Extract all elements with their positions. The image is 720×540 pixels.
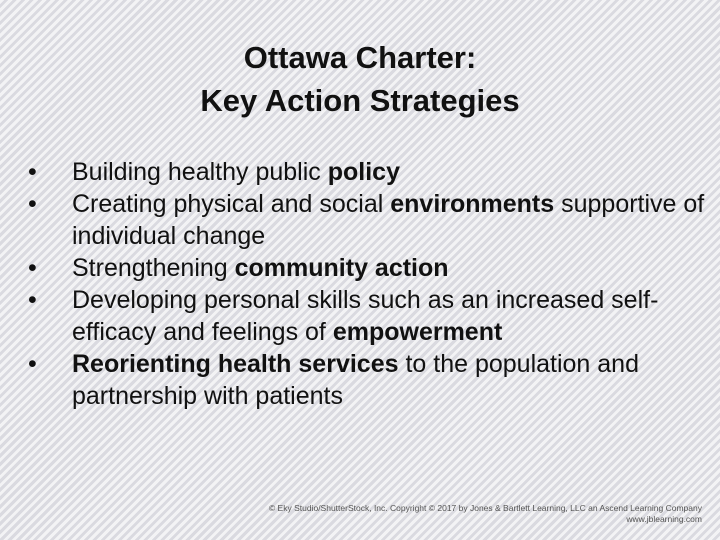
copyright-text: © Eky Studio/ShutterStock, Inc. Copyright © 2017 by Jones & Bartlett Learning, LLC an Ascend Learning Company bbox=[268, 503, 702, 513]
bullet-bold: empowerment bbox=[332, 318, 503, 346]
bullet-text: Developing personal skills such as an increased self-efficacy and feelings of bbox=[72, 286, 659, 346]
bullet-list bbox=[28, 156, 708, 412]
bullet-item bbox=[28, 348, 708, 412]
bullet-bold: environments bbox=[390, 190, 555, 218]
bullet-bold: policy bbox=[327, 158, 400, 186]
bullet-text: to the population and partnership with patients bbox=[72, 350, 639, 410]
bullet-text: Creating physical and social bbox=[72, 190, 391, 218]
bullet-item bbox=[28, 188, 708, 252]
bullet-text: Strengthening bbox=[72, 254, 235, 282]
copyright-footer bbox=[269, 503, 702, 525]
bullet-bold: Reorienting health services bbox=[72, 350, 399, 378]
bullet-bold: community action bbox=[234, 254, 449, 282]
bullet-text: Building healthy public bbox=[72, 158, 328, 186]
title-line-1: Ottawa Charter: bbox=[243, 40, 477, 75]
bullet-text: supportive of individual change bbox=[72, 190, 705, 250]
slide-title bbox=[0, 36, 720, 122]
title-line-2: Key Action Strategies bbox=[200, 83, 520, 118]
publisher-url: www.jblearning.com bbox=[626, 514, 702, 524]
bullet-item bbox=[28, 284, 708, 348]
bullet-item bbox=[28, 156, 708, 188]
bullet-item bbox=[28, 252, 708, 284]
